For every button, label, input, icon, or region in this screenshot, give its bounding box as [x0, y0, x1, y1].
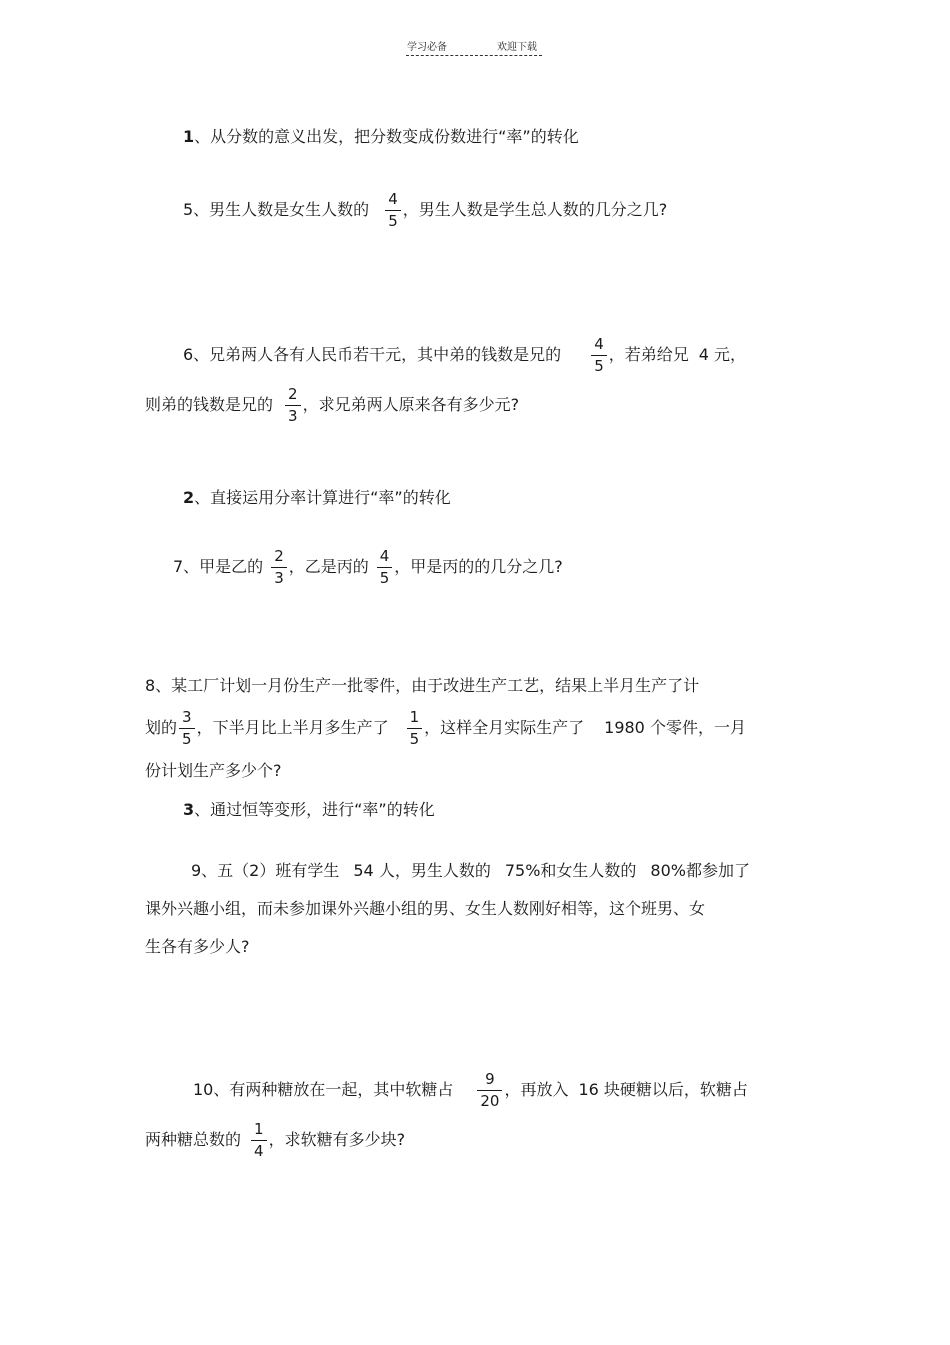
denominator: 5 — [594, 356, 604, 375]
numerator: 2 — [288, 384, 298, 403]
fraction — [591, 336, 607, 375]
question-text: 1980 个零件，一月 — [604, 718, 746, 737]
question-text: ，求兄弟两人原来各有多少元? — [302, 395, 520, 414]
question-text: ，下半月比上半月多生产了 — [196, 718, 389, 737]
question-text: 5、男生人数是女生人数的 — [183, 200, 370, 219]
fraction — [385, 191, 401, 230]
question-text: 课外兴趣小组，而未参加课外兴趣小组的男、女生人数刚好相等，这个班男、女 — [145, 899, 706, 918]
question-10-line-2 — [145, 1118, 405, 1162]
section-2-heading — [183, 488, 451, 508]
question-text: 4 元， — [698, 345, 747, 364]
section-number: 1 — [183, 127, 195, 146]
header-right-text: 欢迎下载 — [497, 42, 537, 53]
question-text: 54 人，男生人数的 — [353, 861, 491, 880]
section-3-heading — [183, 800, 435, 820]
fraction — [271, 548, 287, 587]
section-number: 2 — [183, 488, 195, 507]
question-10-line-1 — [193, 1068, 748, 1112]
section-1-heading — [183, 127, 579, 147]
question-6-line-2 — [145, 383, 519, 427]
denominator: 5 — [379, 568, 390, 587]
question-text: ，再放入 — [504, 1080, 569, 1099]
fraction — [251, 1121, 267, 1160]
numerator: 9 — [485, 1069, 495, 1088]
fraction — [477, 1071, 502, 1110]
denominator: 5 — [388, 211, 398, 230]
header-left-text: 学习必备 — [407, 42, 447, 53]
fraction — [377, 548, 393, 587]
question-6-line-1 — [183, 333, 746, 377]
question-text: 10、有两种糖放在一起，其中软糖占 — [193, 1080, 454, 1099]
question-9-line-3 — [145, 937, 250, 957]
denominator: 5 — [409, 729, 420, 748]
question-text: ，求软糖有多少块? — [268, 1130, 406, 1149]
question-5 — [183, 188, 667, 232]
question-9-line-1 — [191, 861, 750, 881]
numerator: 3 — [182, 707, 192, 726]
question-text: 6、兄弟两人各有人民币若干元，其中弟的钱数是兄的 — [183, 345, 562, 364]
question-text: 两种糖总数的 — [145, 1130, 242, 1149]
fraction — [407, 709, 423, 748]
question-text: ，甲是丙的的几分之几? — [394, 557, 563, 576]
question-text: ，这样全月实际生产了 — [424, 718, 585, 737]
numerator: 1 — [254, 1119, 264, 1138]
denominator: 3 — [274, 568, 284, 587]
question-8-line-1 — [145, 676, 699, 696]
question-text: 9、五（2）班有学生 — [191, 861, 340, 880]
question-text: 生各有多少人? — [145, 937, 250, 956]
numerator: 1 — [409, 707, 420, 726]
numerator: 4 — [379, 546, 390, 565]
section-number: 3 — [183, 800, 195, 819]
question-text: 份计划生产多少个? — [145, 761, 282, 780]
question-text: 7、甲是乙的 — [173, 557, 264, 576]
question-9-line-2 — [145, 899, 705, 919]
question-text: 75%和女生人数的 — [504, 861, 637, 880]
question-8-line-2 — [145, 706, 746, 750]
question-text: ，乙是丙的 — [288, 557, 369, 576]
question-text: 则弟的钱数是兄的 — [145, 395, 274, 414]
question-text: 16 块硬糖以后，软糖占 — [578, 1080, 748, 1099]
question-text: ，若弟给兄 — [608, 345, 689, 364]
numerator: 2 — [274, 546, 284, 565]
question-text: ，男生人数是学生总人数的几分之几? — [402, 200, 668, 219]
section-title: 、从分数的意义出发，把分数变成份数进行“率”的转化 — [194, 127, 579, 146]
numerator: 4 — [594, 334, 604, 353]
question-text: 划的 — [145, 718, 178, 737]
header-divider — [406, 55, 542, 56]
numerator: 4 — [388, 189, 398, 208]
section-title: 、直接运用分率计算进行“率”的转化 — [194, 488, 451, 507]
question-text: 80%都参加了 — [650, 861, 750, 880]
denominator: 5 — [182, 729, 192, 748]
denominator: 4 — [254, 1141, 264, 1160]
denominator: 3 — [288, 406, 298, 425]
question-7 — [173, 545, 563, 589]
page-header — [407, 38, 537, 53]
denominator: 20 — [480, 1091, 500, 1110]
fraction — [179, 709, 195, 748]
question-text: 8、某工厂计划一月份生产一批零件，由于改进生产工艺，结果上半月生产了计 — [145, 676, 700, 695]
section-title: 、通过恒等变形，进行“率”的转化 — [194, 800, 435, 819]
fraction — [285, 386, 301, 425]
question-8-line-3 — [145, 761, 282, 781]
